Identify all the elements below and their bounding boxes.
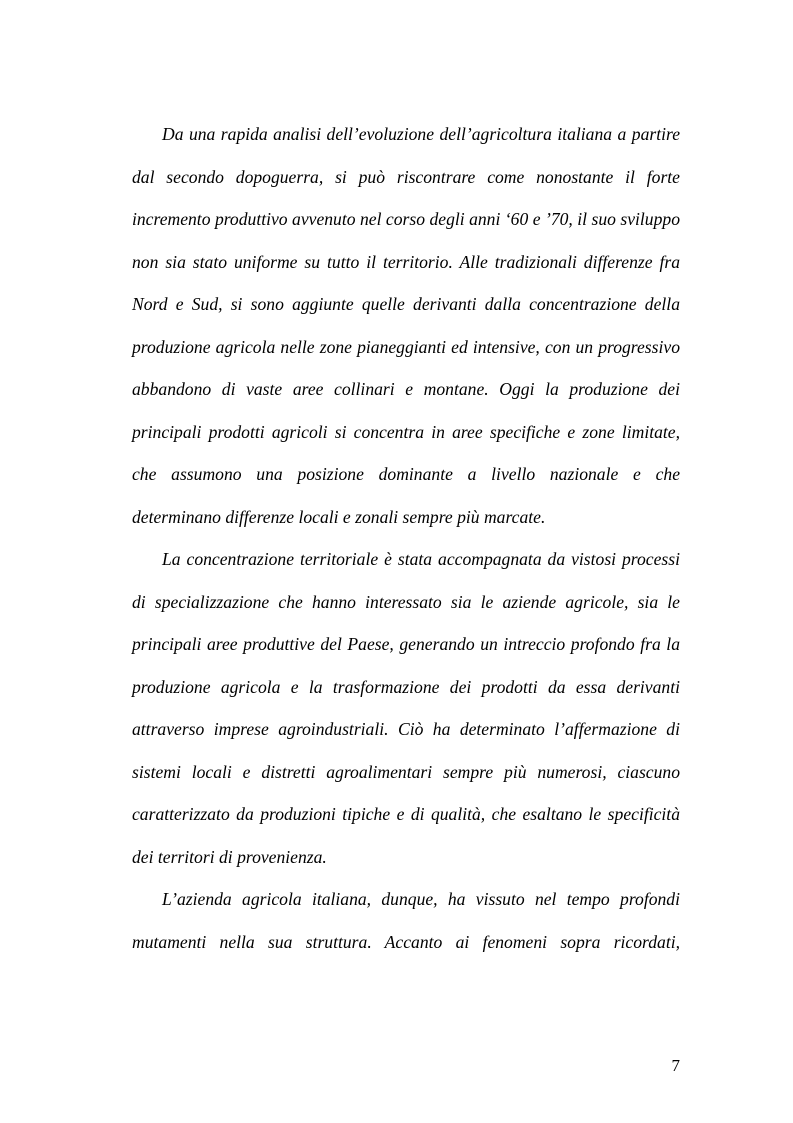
- page-number: 7: [671, 1056, 680, 1075]
- paragraph-1: Da una rapida analisi dell’evoluzione dell’agricoltura italiana a partire dal secondo dopoguerra, si può riscontrare come nonostante il forte incremento produttivo avvenuto nel corso degli anni ‘60 e ’70, il suo sviluppo non sia stato uniforme su tutto il territorio. Alle tradizionali differenze fra Nord e Sud, si sono aggiunte quelle derivanti dalla concentrazione della produzione agricola nelle zone pianeggianti ed intensive, con un progressivo abbandono di vaste aree collinari e montane. Oggi la produzione dei principali prodotti agricoli si concentra in aree specifiche e zone limitate, che assumono una posizione dominante a livello nazionale e che determinano differenze locali e zonali sempre più marcate.: [132, 124, 680, 527]
- paragraph-3: L’azienda agricola italiana, dunque, ha vissuto nel tempo profondi mutamenti nella sua struttura. Accanto ai fenomeni sopra ricordati,: [132, 889, 680, 952]
- body-text: [132, 113, 680, 963]
- paragraph-2: La concentrazione territoriale è stata accompagnata da vistosi processi di specializzazione che hanno interessato sia le aziende agricole, sia le principali aree produttive del Paese, generando un intreccio profondo fra la produzione agricola e la trasformazione dei prodotti da essa derivanti attraverso imprese agroindustriali. Ciò ha determinato l’affermazione di sistemi locali e distretti agroalimentari sempre più numerosi, ciascuno caratterizzato da produzioni tipiche e di qualità, che esaltano le specificità dei territori di provenienza.: [132, 549, 680, 867]
